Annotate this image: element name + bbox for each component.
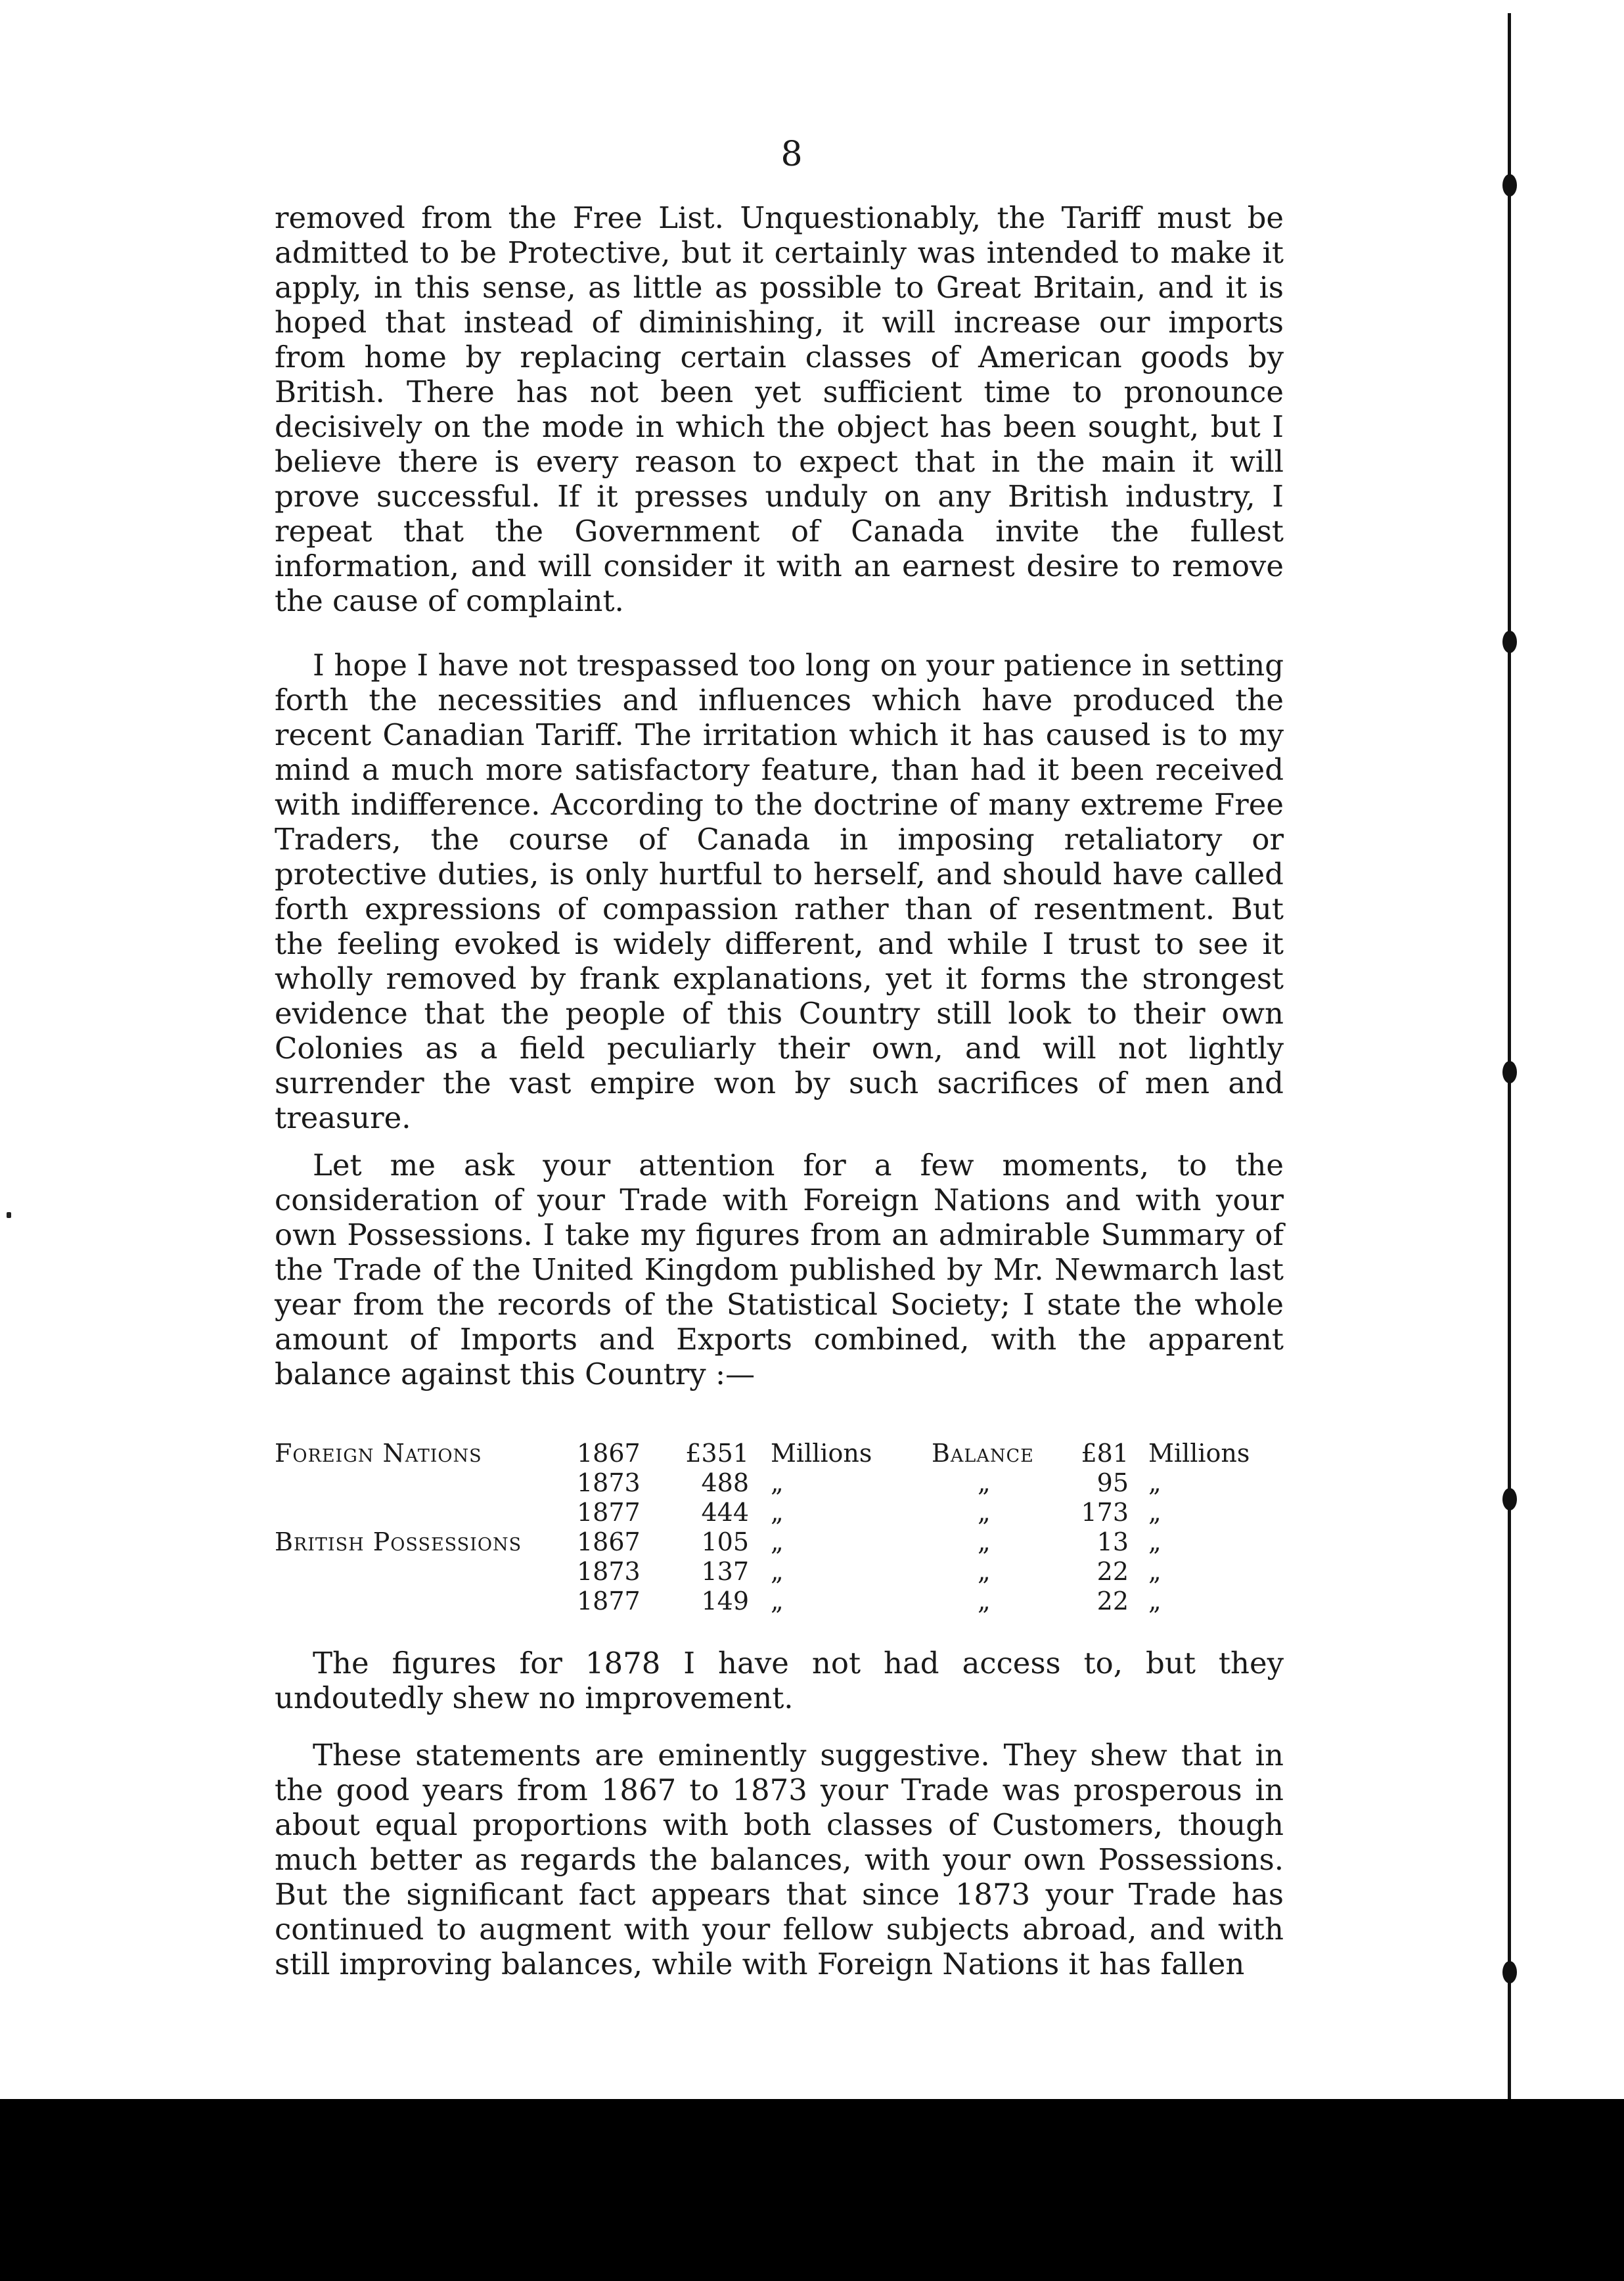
balance-label: „ — [978, 1468, 991, 1497]
trade-amount: 105 — [701, 1527, 749, 1556]
trade-amount: £351 — [685, 1439, 749, 1468]
binding-hole-1 — [1502, 174, 1517, 196]
paragraph-5: These statements are eminently suggestive. They shew that in the good years from 1867 to 1873 your Trade was prosperous in about equal proportions with both classes of Customers, though much better as regards the balances, with your own Possessions. But the significant fact appears that since 1873 your Trade has continued to augment with your fellow subjects abroad, and with still improving balances, while with Foreign Nations it has fallen — [275, 1738, 1284, 1981]
paragraph-2: I hope I have not trespassed too long on your patience in setting forth the necessities and influences which have produced the recent Canadian Tariff. The irritation which it has caused is to my mind a much more satisfactory feature, than had it been received with indifference. According to the doctrine of many extreme Free Traders, the course of Canada in imposing retaliatory or protective duties, is only hurtful to herself, and should have called forth expressions of compassion rather than of resentment. But the feeling evoked is widely different, and while I trust to see it wholly removed by frank explanations, yet it forms the strongest evidence that the people of this Country still look to their own Colonies as a field peculiarly their own, and will not lightly surrender the vast empire won by such sacrifices of men and treasure. — [275, 648, 1284, 1135]
binding-hole-2 — [1502, 631, 1517, 653]
trade-unit: „ — [771, 1557, 784, 1586]
balance-label: „ — [978, 1557, 991, 1586]
balance-label: „ — [978, 1587, 991, 1615]
binding-hole-3 — [1502, 1061, 1517, 1083]
year: 1873 — [577, 1468, 641, 1497]
binding-edge — [1508, 13, 1511, 2099]
balance-amount: 22 — [1096, 1587, 1129, 1615]
balance-unit: „ — [1148, 1468, 1162, 1497]
paragraph-3: Let me ask your attention for a few moments, to the consideration of your Trade with Foreign Nations and with your own Possessions. I take my figures from an admirable Summary of the Trade of the United Kingdom published by Mr. Newmarch last year from the records of the Statistical Society; I state the whole amount of Imports and Exports combined, with the apparent balance against this Country :— — [275, 1148, 1284, 1391]
balance-amount: 173 — [1081, 1498, 1129, 1527]
trade-unit: „ — [771, 1527, 784, 1556]
year: 1877 — [577, 1587, 641, 1615]
binding-hole-4 — [1502, 1488, 1517, 1510]
trade-amount: 149 — [701, 1587, 749, 1615]
balance-amount: £81 — [1081, 1439, 1129, 1468]
scan-border — [0, 2099, 1624, 2281]
table-row — [275, 1587, 1286, 1616]
binding-hole-5 — [1502, 1961, 1517, 1983]
balance-unit: „ — [1148, 1557, 1162, 1586]
trade-unit: „ — [771, 1587, 784, 1615]
year: 1867 — [577, 1527, 641, 1556]
year: 1867 — [577, 1439, 641, 1468]
page-number: 8 — [780, 135, 803, 174]
group-label: British Possessions — [275, 1527, 522, 1556]
balance-amount: 13 — [1096, 1527, 1129, 1556]
balance-unit: „ — [1148, 1587, 1162, 1615]
balance-unit: Millions — [1148, 1439, 1250, 1468]
table-row — [275, 1468, 1286, 1498]
balance-unit: „ — [1148, 1527, 1162, 1556]
balance-amount: 95 — [1096, 1468, 1129, 1497]
balance-unit: „ — [1148, 1498, 1162, 1527]
trade-unit: „ — [771, 1498, 784, 1527]
trade-amount: 444 — [701, 1498, 749, 1527]
trade-unit: „ — [771, 1468, 784, 1497]
balance-label: „ — [978, 1498, 991, 1527]
paragraph-4: The figures for 1878 I have not had access to, but they undoutedly shew no improvement. — [275, 1646, 1284, 1715]
balance-label: „ — [978, 1527, 991, 1556]
group-label: Foreign Nations — [275, 1439, 482, 1468]
table-row — [275, 1527, 1286, 1557]
balance-label: Balance — [932, 1439, 1034, 1468]
balance-amount: 22 — [1096, 1557, 1129, 1586]
margin-speck — [7, 1212, 11, 1218]
trade-amount: 488 — [701, 1468, 749, 1497]
trade-table — [275, 1439, 1286, 1616]
year: 1877 — [577, 1498, 641, 1527]
table-row — [275, 1557, 1286, 1587]
year: 1873 — [577, 1557, 641, 1586]
table-row — [275, 1439, 1286, 1468]
trade-amount: 137 — [701, 1557, 749, 1586]
paragraph-1: removed from the Free List. Unquestionably, the Tariff must be admitted to be Protective, but it certainly was intended to make it apply, in this sense, as little as possible to Great Britain, and it is hoped that instead of diminishing, it will increase our imports from home by replacing certain classes of American goods by British. There has not been yet sufficient time to pronounce decisively on the mode in which the object has been sought, but I believe there is every reason to expect that in the main it will prove successful. If it presses unduly on any British industry, I repeat that the Government of Canada invite the fullest information, and will consider it with an earnest desire to remove the cause of complaint. — [275, 200, 1284, 618]
trade-unit: Millions — [771, 1439, 872, 1468]
table-row — [275, 1498, 1286, 1527]
